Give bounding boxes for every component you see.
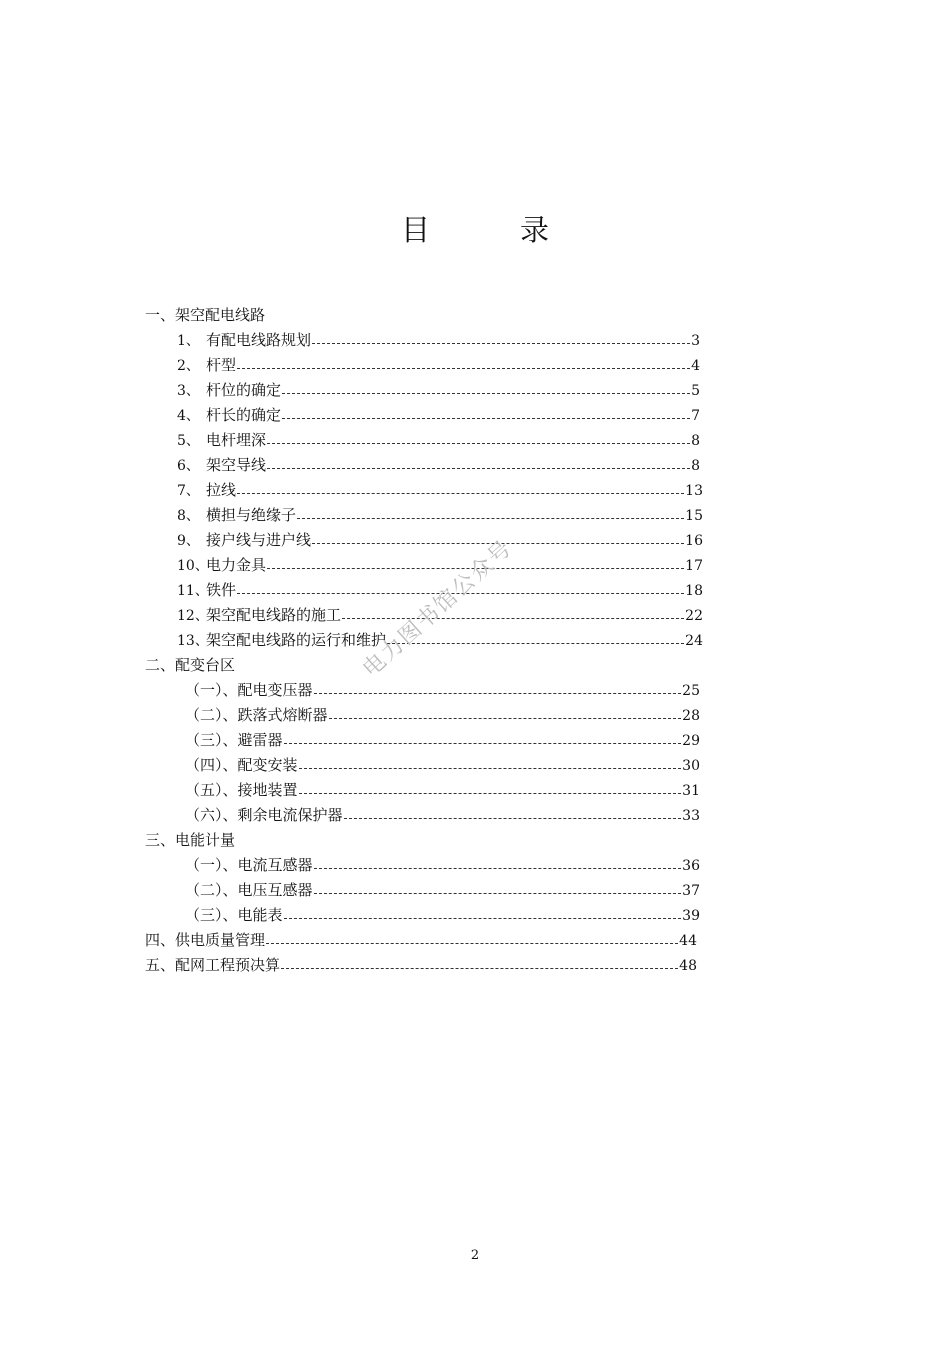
toc-number: 6、 — [177, 458, 200, 474]
toc-leader — [281, 967, 678, 969]
toc-item[interactable] — [185, 878, 700, 903]
toc-page: 29 — [682, 733, 700, 749]
toc-label: 架空导线 — [206, 456, 267, 474]
toc-leader — [299, 792, 682, 794]
toc-label: 有配电线路规划 — [206, 331, 312, 349]
toc-page: 31 — [682, 783, 700, 799]
toc-section-2[interactable] — [145, 653, 705, 678]
toc-page: 8 — [691, 458, 700, 474]
toc-item[interactable] — [177, 428, 700, 453]
toc-label: 四、供电质量管理 — [145, 931, 266, 949]
toc-page: 28 — [682, 708, 700, 724]
toc-section-3[interactable] — [145, 828, 705, 853]
toc-label: （二）、电压互感器 — [185, 881, 313, 899]
toc-section-1[interactable] — [145, 303, 705, 328]
toc-item[interactable] — [177, 553, 703, 578]
toc-item[interactable] — [185, 803, 700, 828]
toc-label: 杆型 — [206, 356, 237, 374]
toc-leader — [344, 817, 682, 819]
toc-number: 1、 — [177, 333, 200, 349]
toc-leader — [314, 867, 682, 869]
toc-number: 9、 — [177, 533, 200, 549]
toc-label: 三、电能计量 — [145, 831, 236, 849]
toc-leader — [329, 717, 682, 719]
toc-leader — [266, 942, 678, 944]
toc-number: 3、 — [177, 383, 200, 399]
toc-label: 一、架空配电线路 — [145, 306, 266, 324]
toc-page: 36 — [682, 858, 700, 874]
watermark: 电力图书馆公众号 — [358, 535, 518, 683]
toc-label: 铁件 — [206, 581, 237, 599]
toc-item[interactable] — [177, 378, 700, 403]
toc-number: 8、 — [177, 508, 200, 524]
toc-page: 15 — [685, 508, 703, 524]
toc-number: 4、 — [177, 408, 200, 424]
toc-item[interactable] — [177, 478, 703, 503]
toc-number: 10、 — [177, 558, 209, 574]
toc-number: 7、 — [177, 483, 200, 499]
toc-item[interactable] — [185, 853, 700, 878]
toc-label: 二、配变台区 — [145, 656, 236, 674]
toc-label: （四）、配变安装 — [185, 756, 298, 774]
toc-leader — [314, 892, 682, 894]
toc-label: 电杆埋深 — [206, 431, 267, 449]
toc-leader — [387, 642, 684, 644]
toc-leader — [282, 417, 690, 419]
toc-item[interactable] — [185, 703, 700, 728]
toc-leader — [284, 917, 682, 919]
toc-leader — [237, 492, 684, 494]
toc-label: 五、配网工程预决算 — [145, 956, 281, 974]
toc-label: 接户线与进户线 — [206, 531, 312, 549]
toc-page: 5 — [691, 383, 700, 399]
toc-page: 22 — [685, 608, 703, 624]
toc-page: 4 — [691, 358, 700, 374]
toc-page: 37 — [682, 883, 700, 899]
toc-item[interactable] — [177, 528, 703, 553]
toc-item[interactable] — [185, 778, 700, 803]
toc-page: 30 — [682, 758, 700, 774]
toc-page: 18 — [685, 583, 703, 599]
toc-label: 杆长的确定 — [206, 406, 282, 424]
toc-item[interactable] — [177, 328, 700, 353]
toc-leader — [267, 442, 690, 444]
toc-leader — [342, 617, 684, 619]
toc-item[interactable] — [185, 753, 700, 778]
toc-leader — [237, 367, 690, 369]
toc-label: 杆位的确定 — [206, 381, 282, 399]
toc-label: （二）、跌落式熔断器 — [185, 706, 328, 724]
toc-section-4[interactable] — [145, 928, 697, 953]
toc-item[interactable] — [185, 903, 700, 928]
toc-number: 5、 — [177, 433, 200, 449]
toc-number: 12、 — [177, 608, 209, 624]
toc-number: 13、 — [177, 633, 209, 649]
toc-label: （一）、电流互感器 — [185, 856, 313, 874]
toc-label: 拉线 — [206, 481, 237, 499]
toc-leader — [267, 467, 690, 469]
toc-page: 44 — [679, 933, 697, 949]
toc-page: 33 — [682, 808, 700, 824]
toc-page: 13 — [685, 483, 703, 499]
toc-number: 11、 — [177, 583, 209, 599]
toc-leader — [282, 392, 690, 394]
toc-number: 2、 — [177, 358, 200, 374]
toc-page: 3 — [691, 333, 700, 349]
toc-label: （五）、接地装置 — [185, 781, 298, 799]
toc-item[interactable] — [177, 503, 703, 528]
title-char-1: 目 — [400, 213, 430, 247]
toc-leader — [297, 517, 684, 519]
page-number: 2 — [470, 1248, 480, 1263]
toc-page: 25 — [682, 683, 700, 699]
toc-page: 48 — [679, 958, 697, 974]
toc-section-5[interactable] — [145, 953, 697, 978]
page-title — [0, 208, 950, 249]
toc-leader — [299, 767, 682, 769]
toc-item[interactable] — [177, 353, 700, 378]
toc-label: 架空配电线路的施工 — [206, 606, 342, 624]
toc-label: （六）、剩余电流保护器 — [185, 806, 343, 824]
toc-item[interactable] — [177, 628, 703, 653]
toc-page: 8 — [691, 433, 700, 449]
toc-label: （三）、避雷器 — [185, 731, 283, 749]
toc-item[interactable] — [177, 453, 700, 478]
toc-item[interactable] — [185, 678, 700, 703]
title-char-2: 录 — [520, 213, 550, 247]
toc-page: 39 — [682, 908, 700, 924]
toc-page: 16 — [685, 533, 703, 549]
toc-item[interactable] — [177, 403, 700, 428]
toc-leader — [312, 342, 690, 344]
toc-item[interactable] — [185, 728, 700, 753]
toc-label: （三）、电能表 — [185, 906, 283, 924]
toc-page: 7 — [691, 408, 700, 424]
toc-label: 电力金具 — [206, 556, 267, 574]
toc-page: 17 — [685, 558, 703, 574]
toc-page: 24 — [685, 633, 703, 649]
toc-label: 架空配电线路的运行和维护 — [206, 631, 387, 649]
toc-label: （一）、配电变压器 — [185, 681, 313, 699]
toc-leader — [314, 692, 682, 694]
toc-leader — [284, 742, 682, 744]
toc-label: 横担与绝缘子 — [206, 506, 297, 524]
